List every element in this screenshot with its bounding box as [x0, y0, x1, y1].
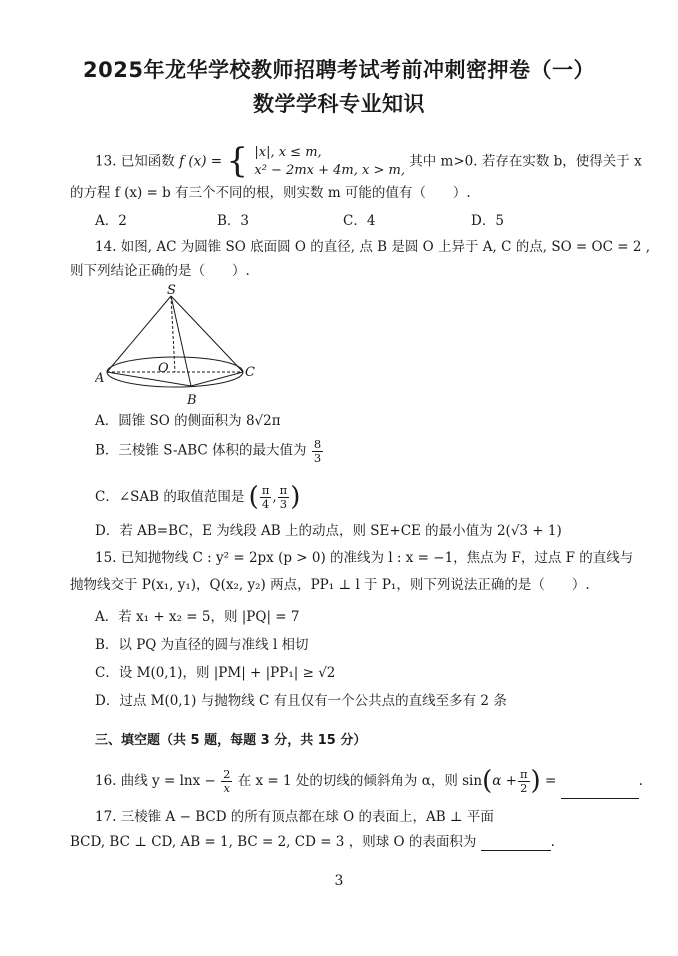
fraction-pi-over-4 — [260, 484, 272, 510]
fraction-pi-over-3 — [278, 484, 290, 510]
q15-option-b: B．以 PQ 为直径的圆与准线 l 相切 — [95, 637, 309, 653]
section-heading-fill-in: 三、填空题（共 5 题，每题 3 分，共 15 分） — [95, 733, 367, 748]
q13-tail: 其中 m>0. 若存在实数 b，使得关于 x — [409, 153, 642, 170]
fraction-2-over-x — [221, 768, 232, 794]
q16-eq: = — [544, 773, 557, 790]
cone-diagram — [95, 284, 260, 409]
q14-option-a: A．圆锥 SO 的侧面积为 8√2π — [95, 413, 281, 429]
q15-option-c: C．设 M(0,1)，则 |PM| + |PP₁| ≥ √2 — [95, 665, 336, 681]
q14-option-b-text: B．三棱锥 S-ABC 体积的最大值为 — [95, 442, 307, 459]
frac-den: 3 — [279, 497, 288, 512]
frac-num: 2 — [223, 767, 231, 782]
q13-line2: 的方程 f (x) = b 有三个不同的根，则实数 m 可能的值有（ ）. — [70, 185, 471, 201]
right-paren: ) — [290, 482, 301, 512]
right-paren: ) — [530, 766, 541, 796]
q13-fx: f (x) = — [179, 153, 223, 170]
chord-AB — [107, 372, 191, 386]
page-title: 2025年龙华学校教师招聘考试考前冲刺密押卷（一） — [83, 58, 595, 82]
q13-number: 13. — [95, 153, 117, 170]
cone-base-back-arc — [107, 357, 243, 372]
q13-option-c: C．4 — [343, 213, 376, 229]
label-S: S — [167, 284, 176, 298]
edge-SC — [171, 296, 243, 372]
q15-line1: 15. 已知抛物线 C : y² = 2px (p > 0) 的准线为 l : x = −1，焦点为 F，过点 F 的直线与 — [95, 550, 634, 566]
q13-option-b: B．3 — [217, 213, 250, 229]
q16-alpha: α + — [492, 773, 517, 790]
fraction-8-over-3 — [312, 438, 323, 464]
q16-pre: 16. 曲线 y = lnx − — [95, 773, 216, 790]
q14-line1: 14. 如图, AC 为圆锥 SO 底面圆 O 的直径, 点 B 是圆 O 上异于 A, C 的点, SO = OC = 2 , — [95, 239, 650, 255]
frac-den: 2 — [520, 781, 528, 796]
q16-mid: 在 x = 1 处的切线的倾斜角为 α，则 sin — [237, 773, 483, 790]
q13-option-a: A．2 — [95, 213, 127, 229]
q14-option-b — [95, 438, 324, 464]
frac-num: 8 — [313, 437, 322, 451]
frac-num: π — [279, 483, 288, 498]
page-number: 3 — [334, 873, 344, 889]
q13-piece-1: |x|, x ≤ m, — [254, 144, 322, 160]
q13-option-d: D．5 — [471, 213, 504, 229]
question-16: 16. 曲线 y = lnx − $\frac{2}{x}$ 在 x = 1 处的切线的倾斜角为 α，则 sin(α + $\frac{\pi}{2}$ ) = . — [95, 764, 643, 799]
fraction-pi-over-2 — [518, 768, 530, 794]
axis-SO — [171, 296, 175, 372]
frac-den: 4 — [261, 497, 270, 512]
q14-line2: 则下列结论正确的是（ ）. — [70, 263, 250, 279]
question-13 — [95, 139, 642, 185]
q13-piecewise — [254, 144, 405, 180]
q14-option-d: D．若 AB=BC，E 为线段 AB 上的动点，则 SE+CE 的最小值为 2(√3 + 1) — [95, 523, 562, 539]
q16-answer-blank[interactable] — [561, 784, 639, 799]
left-paren: ( — [482, 766, 493, 796]
label-A: A — [95, 371, 105, 386]
q15-option-a: A．若 x₁ + x₂ = 5，则 |PQ| = 7 — [95, 609, 300, 625]
frac-num: π — [261, 483, 270, 498]
q15-line2: 抛物线交于 P(x₁, y₁)，Q(x₂, y₂) 两点，PP₁ ⊥ l 于 P₁，则下列说法正确的是（ ）. — [70, 577, 590, 593]
frac-den: x — [223, 781, 231, 796]
q14-option-c: C．∠SAB 的取值范围是 ( $\frac{\pi}{4}$ , $\frac{\pi}{3}$ ) — [95, 482, 301, 512]
page-subtitle: 数学学科专业知识 — [253, 92, 425, 116]
label-C: C — [245, 365, 255, 380]
frac-den: 3 — [313, 450, 322, 465]
q17-line1: 17. 三棱锥 A − BCD 的所有顶点都在球 O 的表面上，AB ⊥ 平面 — [95, 809, 494, 825]
frac-num: π — [519, 767, 528, 782]
q15-option-d: D．过点 M(0,1) 与抛物线 C 有且仅有一个公共点的直线至多有 2 条 — [95, 693, 507, 709]
q17-line2: BCD, BC ⊥ CD, AB = 1, BC = 2, CD = 3 ，则球 O 的表面积为 . — [70, 834, 555, 850]
q13-piece-2: x² − 2mx + 4m, x > m, — [254, 162, 405, 178]
q17-line2-text: BCD, BC ⊥ CD, AB = 1, BC = 2, CD = 3 ，则球 O 的表面积为 — [70, 834, 477, 850]
cone-base-back-mask — [107, 357, 243, 372]
q14-option-c-text: C．∠SAB 的取值范围是 — [95, 489, 245, 506]
label-B: B — [187, 393, 197, 408]
q17-answer-blank[interactable] — [481, 836, 551, 851]
q13-lead: 已知函数 — [120, 153, 175, 170]
label-O: O — [158, 361, 169, 376]
brace-symbol: { — [226, 141, 249, 181]
left-paren: ( — [248, 482, 259, 512]
